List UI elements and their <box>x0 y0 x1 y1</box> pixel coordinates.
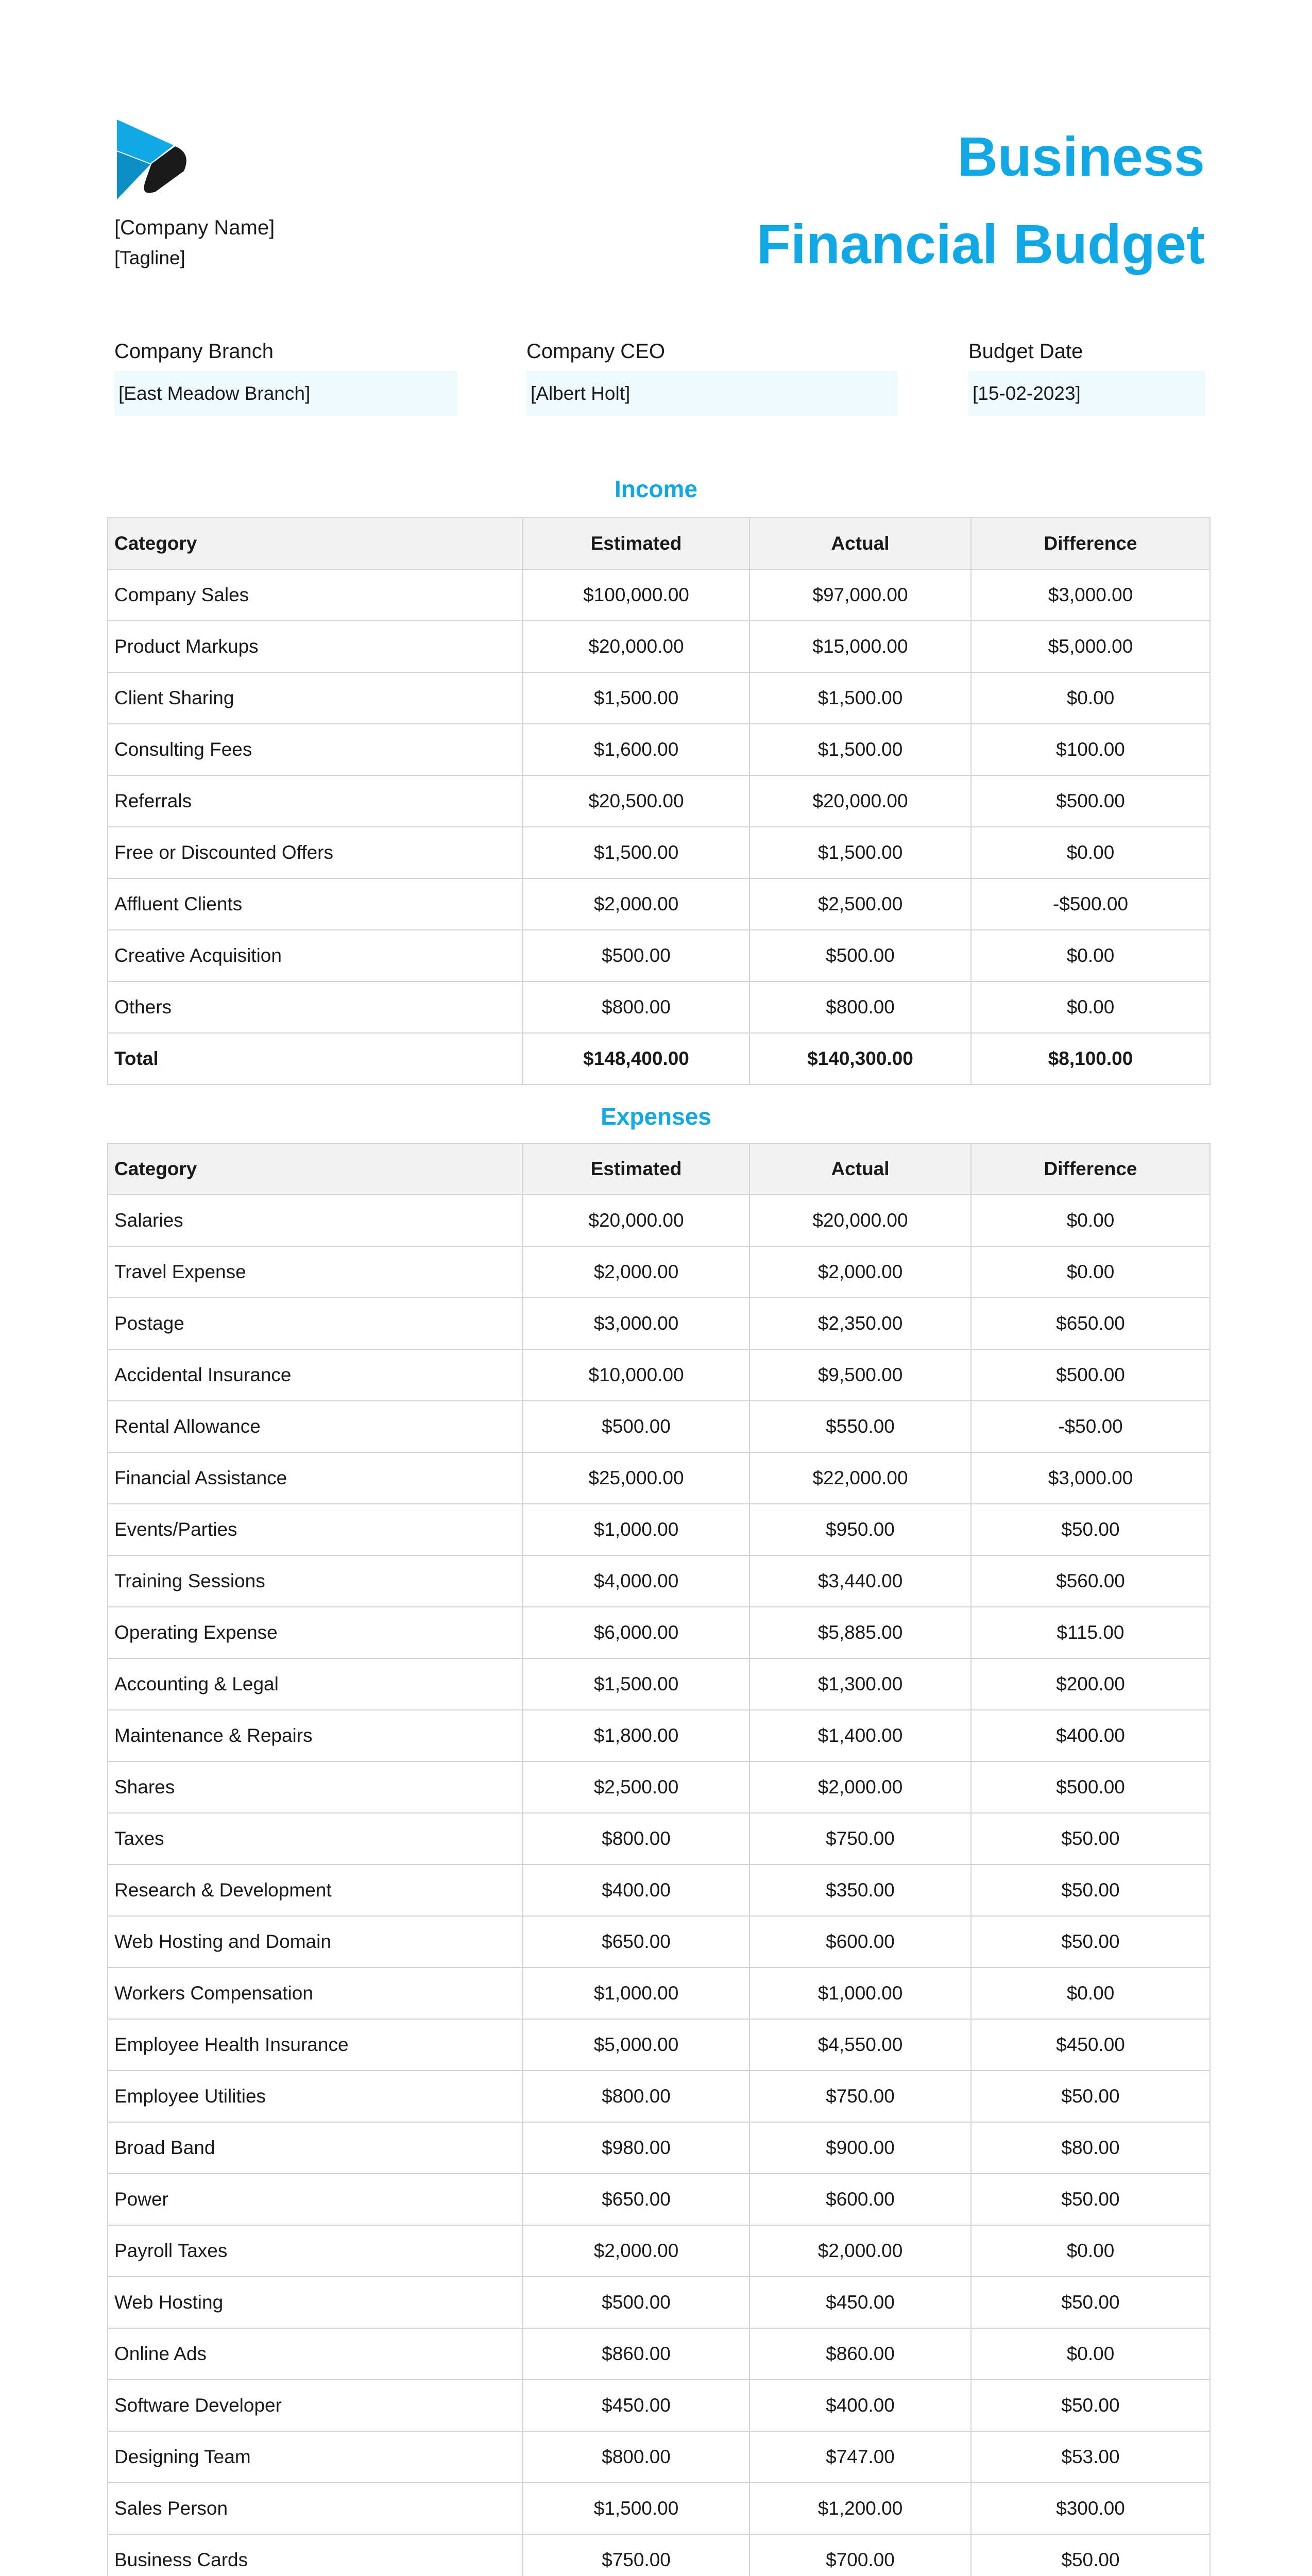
expenses-row <box>108 1555 1210 1607</box>
estimated-cell: $1,000.00 <box>523 1504 749 1555</box>
actual-cell: $600.00 <box>749 1916 971 1968</box>
branch-field[interactable]: [East Meadow Branch] <box>114 371 457 416</box>
expenses-row <box>108 2071 1210 2122</box>
category-cell: Free or Discounted Offers <box>108 827 523 878</box>
category-cell: Workers Compensation <box>108 1968 523 2019</box>
category-cell: Travel Expense <box>108 1246 523 1298</box>
difference-cell: $0.00 <box>971 1195 1210 1246</box>
estimated-cell: $20,500.00 <box>523 775 749 827</box>
difference-cell: $50.00 <box>971 2380 1210 2431</box>
income-row <box>108 878 1210 930</box>
estimated-cell: Estimated <box>523 518 749 569</box>
difference-cell: $50.00 <box>971 2534 1210 2576</box>
expenses-row <box>108 2431 1210 2483</box>
actual-cell: $350.00 <box>749 1865 971 1916</box>
estimated-cell: $500.00 <box>523 1401 749 1452</box>
actual-cell: $550.00 <box>749 1401 971 1452</box>
difference-cell: $50.00 <box>971 1504 1210 1555</box>
estimated-cell: $500.00 <box>523 2277 749 2328</box>
category-cell: Business Cards <box>108 2534 523 2576</box>
income-row <box>108 981 1210 1033</box>
estimated-cell: $500.00 <box>523 930 749 981</box>
difference-cell: $5,000.00 <box>971 621 1210 672</box>
estimated-cell: $100,000.00 <box>523 569 749 621</box>
difference-cell: $0.00 <box>971 1968 1210 2019</box>
actual-cell: $20,000.00 <box>749 775 971 827</box>
difference-cell: -$50.00 <box>971 1401 1210 1452</box>
difference-cell: $0.00 <box>971 672 1210 724</box>
expenses-row <box>108 1710 1210 1761</box>
actual-cell: $950.00 <box>749 1504 971 1555</box>
estimated-cell: $6,000.00 <box>523 1607 749 1658</box>
expenses-row <box>108 2380 1210 2431</box>
expenses-header-row <box>108 1143 1210 1195</box>
actual-cell: $1,500.00 <box>749 672 971 724</box>
difference-cell: $500.00 <box>971 775 1210 827</box>
estimated-cell: $450.00 <box>523 2380 749 2431</box>
actual-cell: $2,500.00 <box>749 878 971 930</box>
expenses-row <box>108 1298 1210 1349</box>
category-cell: Salaries <box>108 1195 523 1246</box>
tagline: [Tagline] <box>114 247 185 268</box>
actual-cell: $400.00 <box>749 2380 971 2431</box>
income-row <box>108 827 1210 878</box>
estimated-cell: $650.00 <box>523 1916 749 1968</box>
actual-cell: $1,300.00 <box>749 1658 971 1710</box>
category-cell: Designing Team <box>108 2431 523 2483</box>
income-row <box>108 775 1210 827</box>
expenses-row <box>108 1761 1210 1813</box>
actual-cell: $1,000.00 <box>749 1968 971 2019</box>
difference-cell: $0.00 <box>971 2225 1210 2277</box>
expenses-row <box>108 1452 1210 1504</box>
difference-cell: $80.00 <box>971 2122 1210 2174</box>
estimated-cell: $2,500.00 <box>523 1761 749 1813</box>
expenses-row <box>108 1916 1210 1968</box>
title-line-1: Business <box>957 125 1205 188</box>
estimated-cell: $2,000.00 <box>523 878 749 930</box>
actual-cell: $1,200.00 <box>749 2483 971 2534</box>
difference-cell: $0.00 <box>971 2328 1210 2380</box>
difference-cell: $3,000.00 <box>971 569 1210 621</box>
difference-cell: $50.00 <box>971 2277 1210 2328</box>
actual-cell: $900.00 <box>749 2122 971 2174</box>
expenses-row <box>108 1246 1210 1298</box>
difference-cell: $50.00 <box>971 1916 1210 1968</box>
expenses-row <box>108 2019 1210 2071</box>
category-cell: Creative Acquisition <box>108 930 523 981</box>
actual-cell: $2,000.00 <box>749 1246 971 1298</box>
expenses-row <box>108 1865 1210 1916</box>
estimated-cell: $800.00 <box>523 1813 749 1865</box>
ceo-label: Company CEO <box>526 340 665 363</box>
expenses-row <box>108 2122 1210 2174</box>
estimated-cell: $800.00 <box>523 2431 749 2483</box>
estimated-cell: $1,000.00 <box>523 1968 749 2019</box>
category-cell: Shares <box>108 1761 523 1813</box>
estimated-cell: $20,000.00 <box>523 621 749 672</box>
difference-cell: $650.00 <box>971 1298 1210 1349</box>
actual-cell: Actual <box>749 1143 971 1195</box>
actual-cell: $3,440.00 <box>749 1555 971 1607</box>
expenses-title: Expenses <box>601 1103 711 1130</box>
category-cell: Sales Person <box>108 2483 523 2534</box>
estimated-cell: $800.00 <box>523 2071 749 2122</box>
estimated-cell: $2,000.00 <box>523 1246 749 1298</box>
actual-cell: $20,000.00 <box>749 1195 971 1246</box>
income-row <box>108 569 1210 621</box>
estimated-cell: $2,000.00 <box>523 2225 749 2277</box>
category-cell: Client Sharing <box>108 672 523 724</box>
expenses-row <box>108 2174 1210 2225</box>
category-cell: Payroll Taxes <box>108 2225 523 2277</box>
income-header-row <box>108 518 1210 569</box>
difference-cell: $100.00 <box>971 724 1210 775</box>
actual-cell: $747.00 <box>749 2431 971 2483</box>
category-cell: Company Sales <box>108 569 523 621</box>
category-cell: Accidental Insurance <box>108 1349 523 1401</box>
actual-cell: $500.00 <box>749 930 971 981</box>
difference-cell: $500.00 <box>971 1349 1210 1401</box>
expenses-row <box>108 1658 1210 1710</box>
actual-cell: $860.00 <box>749 2328 971 2380</box>
actual-cell: $2,000.00 <box>749 1761 971 1813</box>
estimated-cell: $800.00 <box>523 981 749 1033</box>
actual-cell: Actual <box>749 518 971 569</box>
category-cell: Category <box>108 518 523 569</box>
category-cell: Operating Expense <box>108 1607 523 1658</box>
estimated-cell: $1,500.00 <box>523 827 749 878</box>
income-row <box>108 621 1210 672</box>
difference-cell: $8,100.00 <box>971 1033 1210 1084</box>
difference-cell: Difference <box>971 518 1210 569</box>
difference-cell: $0.00 <box>971 827 1210 878</box>
expenses-row <box>108 2328 1210 2380</box>
category-cell: Total <box>108 1033 523 1084</box>
estimated-cell: $1,500.00 <box>523 672 749 724</box>
category-cell: Postage <box>108 1298 523 1349</box>
actual-cell: $750.00 <box>749 1813 971 1865</box>
income-row <box>108 930 1210 981</box>
expenses-row <box>108 2483 1210 2534</box>
income-title: Income <box>614 476 698 502</box>
actual-cell: $9,500.00 <box>749 1349 971 1401</box>
actual-cell: $2,000.00 <box>749 2225 971 2277</box>
actual-cell: $1,400.00 <box>749 1710 971 1761</box>
branch-label: Company Branch <box>114 340 274 363</box>
estimated-cell: $860.00 <box>523 2328 749 2380</box>
estimated-cell: $400.00 <box>523 1865 749 1916</box>
category-cell: Category <box>108 1143 523 1195</box>
expenses-row <box>108 1195 1210 1246</box>
difference-cell: Difference <box>971 1143 1210 1195</box>
income-row <box>108 672 1210 724</box>
difference-cell: $50.00 <box>971 2071 1210 2122</box>
actual-cell: $800.00 <box>749 981 971 1033</box>
expenses-row <box>108 1607 1210 1658</box>
actual-cell: $450.00 <box>749 2277 971 2328</box>
actual-cell: $140,300.00 <box>749 1033 971 1084</box>
category-cell: Events/Parties <box>108 1504 523 1555</box>
actual-cell: $22,000.00 <box>749 1452 971 1504</box>
estimated-cell: $148,400.00 <box>523 1033 749 1084</box>
difference-cell: $0.00 <box>971 1246 1210 1298</box>
category-cell: Online Ads <box>108 2328 523 2380</box>
estimated-cell: $980.00 <box>523 2122 749 2174</box>
difference-cell: $500.00 <box>971 1761 1210 1813</box>
estimated-cell: $650.00 <box>523 2174 749 2225</box>
logo-icon <box>114 114 197 202</box>
category-cell: Research & Development <box>108 1865 523 1916</box>
actual-cell: $1,500.00 <box>749 724 971 775</box>
expenses-row <box>108 2225 1210 2277</box>
income-total-row <box>108 1033 1210 1084</box>
difference-cell: $3,000.00 <box>971 1452 1210 1504</box>
estimated-cell: $3,000.00 <box>523 1298 749 1349</box>
difference-cell: $53.00 <box>971 2431 1210 2483</box>
category-cell: Maintenance & Repairs <box>108 1710 523 1761</box>
expenses-row <box>108 2277 1210 2328</box>
difference-cell: $200.00 <box>971 1658 1210 1710</box>
category-cell: Employee Health Insurance <box>108 2019 523 2071</box>
difference-cell: -$500.00 <box>971 878 1210 930</box>
category-cell: Affluent Clients <box>108 878 523 930</box>
estimated-cell: $10,000.00 <box>523 1349 749 1401</box>
difference-cell: $50.00 <box>971 2174 1210 2225</box>
difference-cell: $560.00 <box>971 1555 1210 1607</box>
actual-cell: $1,500.00 <box>749 827 971 878</box>
estimated-cell: $4,000.00 <box>523 1555 749 1607</box>
expenses-row <box>108 1349 1210 1401</box>
expenses-row <box>108 2534 1210 2576</box>
expenses-row <box>108 1813 1210 1865</box>
actual-cell: $2,350.00 <box>749 1298 971 1349</box>
expenses-table <box>107 1143 1211 2576</box>
estimated-cell: Estimated <box>523 1143 749 1195</box>
estimated-cell: $20,000.00 <box>523 1195 749 1246</box>
budget-date-field[interactable]: [15-02-2023] <box>968 371 1205 416</box>
category-cell: Broad Band <box>108 2122 523 2174</box>
income-row <box>108 724 1210 775</box>
difference-cell: $450.00 <box>971 2019 1210 2071</box>
actual-cell: $97,000.00 <box>749 569 971 621</box>
difference-cell: $115.00 <box>971 1607 1210 1658</box>
category-cell: Referrals <box>108 775 523 827</box>
income-table <box>107 517 1211 1085</box>
category-cell: Training Sessions <box>108 1555 523 1607</box>
category-cell: Taxes <box>108 1813 523 1865</box>
estimated-cell: $1,500.00 <box>523 1658 749 1710</box>
estimated-cell: $750.00 <box>523 2534 749 2576</box>
category-cell: Accounting & Legal <box>108 1658 523 1710</box>
category-cell: Web Hosting and Domain <box>108 1916 523 1968</box>
expenses-row <box>108 1968 1210 2019</box>
category-cell: Web Hosting <box>108 2277 523 2328</box>
difference-cell: $0.00 <box>971 981 1210 1033</box>
difference-cell: $300.00 <box>971 2483 1210 2534</box>
estimated-cell: $25,000.00 <box>523 1452 749 1504</box>
actual-cell: $750.00 <box>749 2071 971 2122</box>
category-cell: Employee Utilities <box>108 2071 523 2122</box>
title-line-2: Financial Budget <box>756 213 1205 275</box>
expenses-row <box>108 1401 1210 1452</box>
difference-cell: $0.00 <box>971 930 1210 981</box>
category-cell: Consulting Fees <box>108 724 523 775</box>
actual-cell: $5,885.00 <box>749 1607 971 1658</box>
company-name: [Company Name] <box>114 216 275 239</box>
difference-cell: $50.00 <box>971 1813 1210 1865</box>
estimated-cell: $1,800.00 <box>523 1710 749 1761</box>
actual-cell: $15,000.00 <box>749 621 971 672</box>
category-cell: Financial Assistance <box>108 1452 523 1504</box>
category-cell: Rental Allowance <box>108 1401 523 1452</box>
category-cell: Others <box>108 981 523 1033</box>
actual-cell: $700.00 <box>749 2534 971 2576</box>
actual-cell: $4,550.00 <box>749 2019 971 2071</box>
budget-date-label: Budget Date <box>968 340 1083 363</box>
category-cell: Power <box>108 2174 523 2225</box>
ceo-field[interactable]: [Albert Holt] <box>526 371 897 416</box>
difference-cell: $50.00 <box>971 1865 1210 1916</box>
category-cell: Product Markups <box>108 621 523 672</box>
difference-cell: $400.00 <box>971 1710 1210 1761</box>
category-cell: Software Developer <box>108 2380 523 2431</box>
expenses-row <box>108 1504 1210 1555</box>
estimated-cell: $1,500.00 <box>523 2483 749 2534</box>
estimated-cell: $1,600.00 <box>523 724 749 775</box>
actual-cell: $600.00 <box>749 2174 971 2225</box>
estimated-cell: $5,000.00 <box>523 2019 749 2071</box>
